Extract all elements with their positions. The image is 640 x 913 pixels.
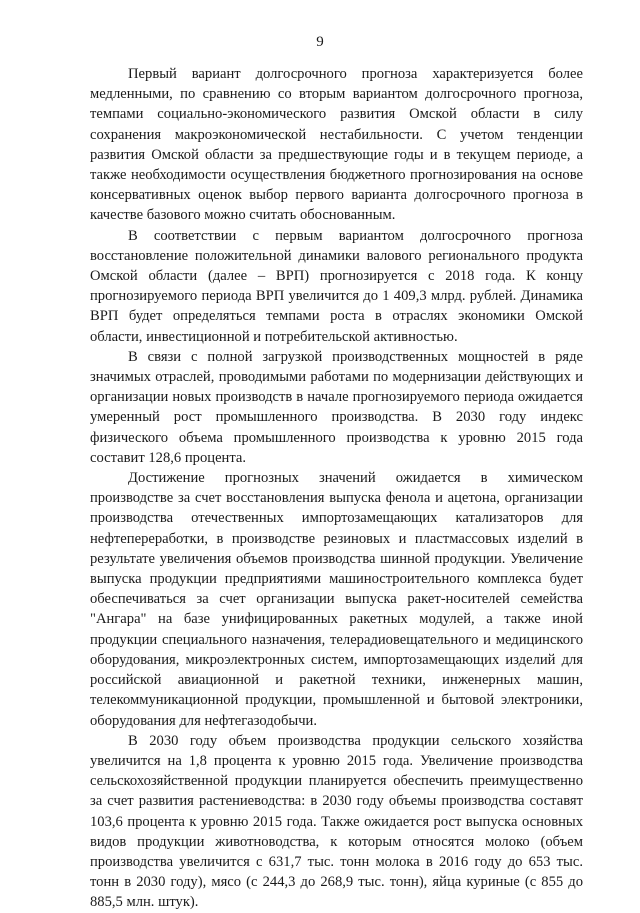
paragraph-forecast-variant: Первый вариант долгосрочного прогноза характеризуется более медленными, по сравнению со вторым вариантом долгосрочного прогноза, темпами социально-экономического развития Омской области в силу сохранения макроэкономической нестабильности. С учетом тенденции развития Омской области за предшествующие годы и в текущем периоде, а также необходимости осуществления бюджетного прогнозирования на основе консервативных оценок выбор первого варианта долгосрочного прогноза в качестве базового можно считать обоснованным.: [90, 66, 583, 224]
paragraph-grp-dynamics: В соответствии с первым вариантом долгосрочного прогноза восстановление положительной динамики валового регионального продукта Омской области (далее – ВРП) прогнозируется с 2018 года. К концу прогнозируемого периода ВРП увеличится до 1 409,3 млрд. рублей. Динамика ВРП будет определяться темпами роста в отраслях экономики Омской области, инвестиционной и потребительской активностью.: [90, 227, 583, 345]
paragraph-industrial-production: В связи с полной загрузкой производственных мощностей в ряде значимых отраслей, проводимыми работами по модернизации действующих и организации новых производств в начале прогнозируемого периода ожидается умеренный рост промышленного производства. В 2030 году индекс физического объема промышленного производства к уровню 2015 года составит 128,6 процента.: [90, 348, 583, 466]
paragraph-agriculture: В 2030 году объем производства продукции сельского хозяйства увеличится на 1,8 процента к уровню 2015 года. Увеличение производства сельскохозяйственной продукции планируется обеспечить преимущественно за счет развития растениеводства: в 2030 году объемы производства составят 103,6 процента к уровню 2015 года. Также ожидается рост выпуска основных видов продукции животноводства, к которым относятся молоко (объем производства увеличится с 631,7 тыс. тонн молока в 2016 году до 653 тыс. тонн в 2030 году), мясо (с 244,3 до 268,9 тыс. тонн), яйца куриные (с 855 до 885,5 млн. штук).: [90, 732, 583, 911]
paragraph-manufacturing-sectors: Достижение прогнозных значений ожидается в химическом производстве за счет восстановления выпуска фенола и ацетона, организации производства отечественных импортозамещающих катализаторов для нефтепереработки, в производстве резиновых и пластмассовых изделий в результате увеличения объемов производства шинной продукции. Увеличение выпуска продукции предприятиями машиностроительного комплекса будет обеспечиваться за счет организации выпуска ракет-носителей семейства "Ангара" на базе унифицированных ракетных модулей, а также иной продукции специального назначения, телерадиовещательного и медицинского оборудования, микроэлектронных систем, импортозамещающих изделий для российской авиационной и ракетной техники, инженерных машин, телекоммуникационной продукции, промышленной и бытовой электроники, оборудования для нефтегазодобычи.: [90, 470, 583, 729]
page-number: 9: [316, 34, 324, 50]
document-body: [90, 64, 583, 913]
